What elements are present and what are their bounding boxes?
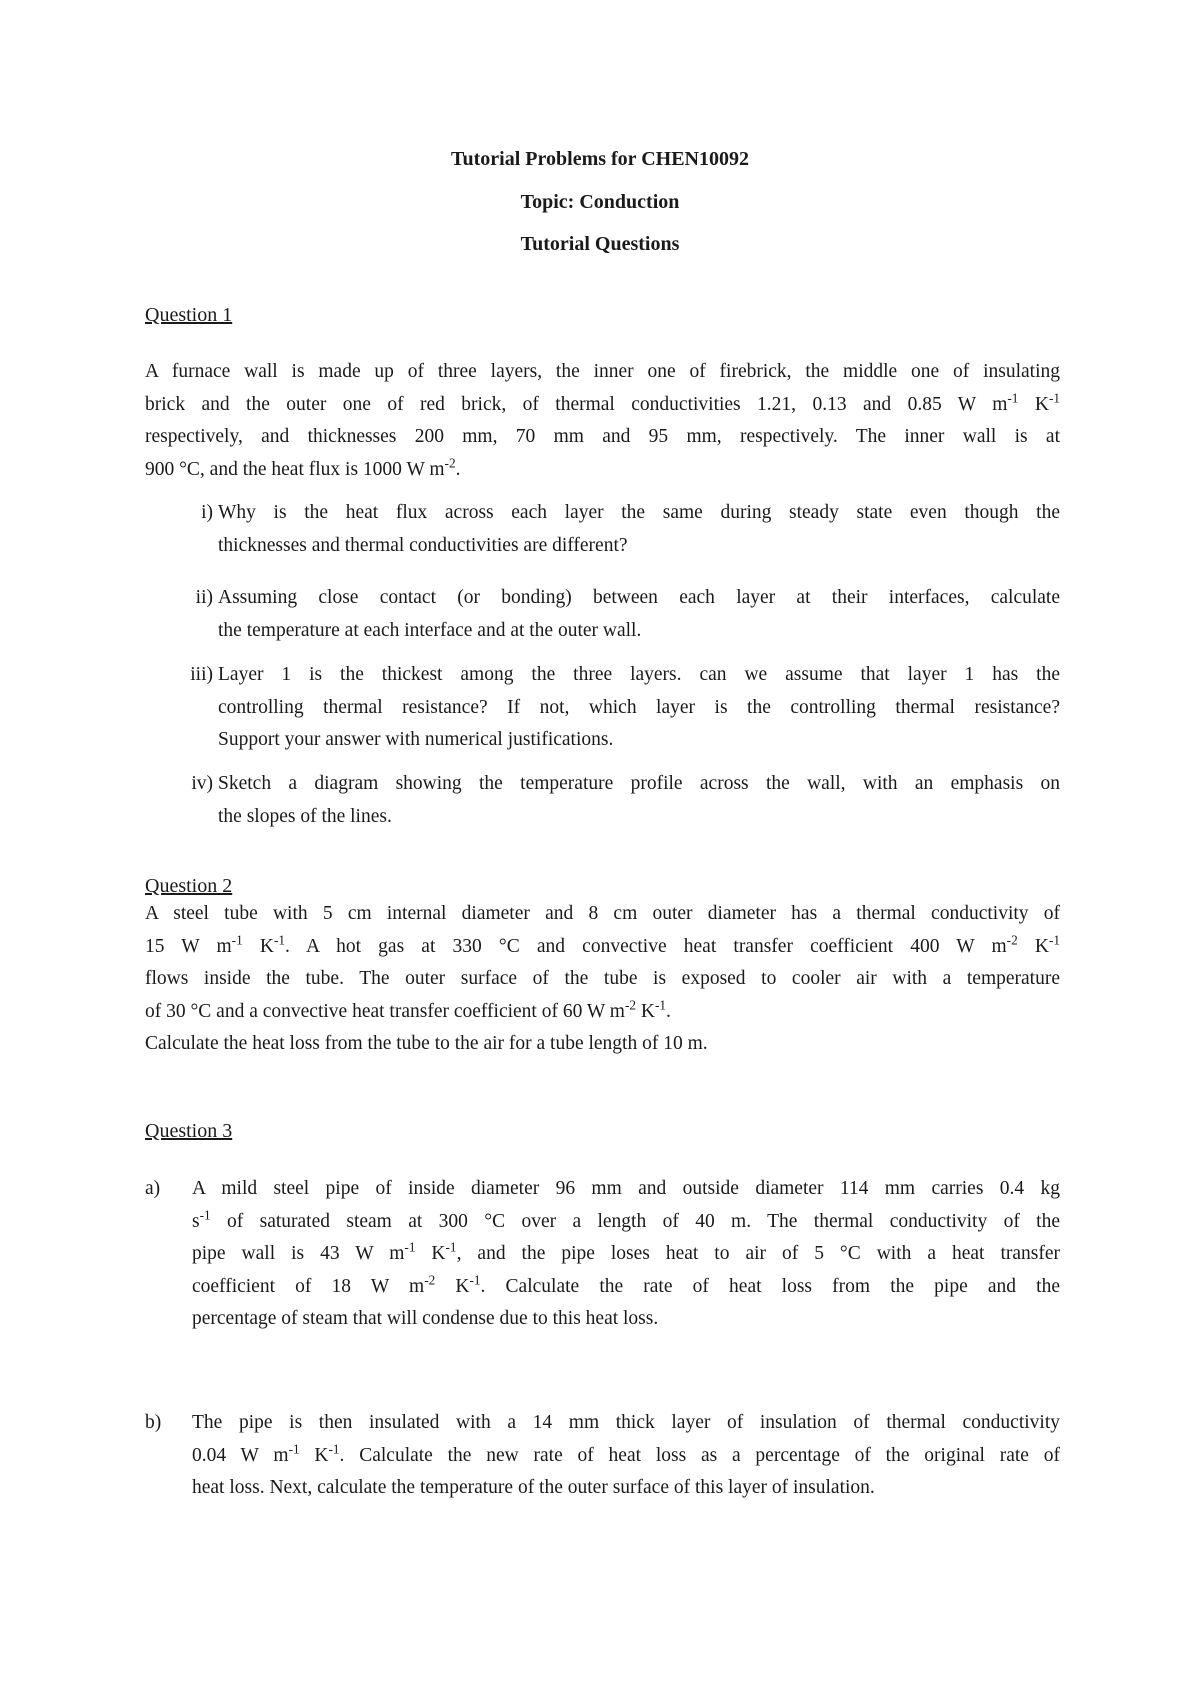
q1-part-iv-line-2: the slopes of the lines. (218, 805, 392, 827)
q1-part-i-line-2: thicknesses and thermal conductivities are different? (218, 534, 628, 556)
q1-intro-line-2: brick and the outer one of red brick, of thermal conductivities 1.21, 0.13 and 0.85 W $m^{-1}$ $K^{-1}$ (145, 390, 1060, 415)
q1-intro-line-4: 900 °C, and the heat flux is 1000 W $m^{-2}$. (145, 455, 461, 480)
q1-part-iv-label: iv) (191, 773, 213, 794)
q3a-line-2: $s^{-1}$ of saturated steam at 300 °C over a length of 40 m. The thermal conductivity of the (192, 1207, 1060, 1232)
q2-line-1: A steel tube with 5 cm internal diameter and 8 cm outer diameter has a thermal conductivity of (145, 903, 1060, 924)
q3a-line-3: pipe wall is 43 W $m^{-1}$ $K^{-1}$, and the pipe loses heat to air of 5 °C with a heat transfer (192, 1239, 1060, 1264)
question-2-heading: Question 2 (145, 875, 233, 897)
topic-heading: Topic: Conduction (520, 191, 680, 213)
q1-intro-line-1: A furnace wall is made up of three layers, the inner one of firebrick, the middle one of insulating (145, 361, 1060, 382)
question-3-heading: Question 3 (145, 1120, 233, 1142)
q2-line-4: of 30 °C and a convective heat transfer coefficient of 60 W $m^{-2}$ $K^{-1}$. (145, 997, 671, 1022)
q3-part-a-label: a) (145, 1178, 161, 1199)
q2-line-3: flows inside the tube. The outer surface of the tube is exposed to cooler air with a temperature (145, 968, 1060, 989)
q1-part-i-line-1: Why is the heat flux across each layer the same during steady state even though the (218, 502, 1060, 523)
q3b-line-3: heat loss. Next, calculate the temperature of the outer surface of this layer of insulation. (192, 1477, 875, 1498)
q3a-line-4: coefficient of 18 W $m^{-2}$ $K^{-1}$. Calculate the rate of heat loss from the pipe and the (192, 1272, 1060, 1297)
q3-part-b (145, 1407, 1060, 1505)
document-title: Tutorial Problems for CHEN10092 (451, 148, 749, 170)
q1-part-ii-line-1: Assuming close contact (or bonding) between each layer at their interfaces, calculate (218, 587, 1060, 608)
q3-part-b-label: b) (145, 1412, 162, 1433)
q1-part-ii (195, 582, 1060, 647)
q1-part-i-label: i) (201, 502, 213, 523)
question-2-body (145, 898, 1060, 1061)
q3b-line-1: The pipe is then insulated with a 14 mm thick layer of insulation of thermal conductivity (192, 1412, 1060, 1433)
q1-part-iii-line-3: Support your answer with numerical justifications. (218, 729, 614, 750)
question-1-intro (145, 356, 1060, 486)
q1-part-iv-line-1: Sketch a diagram showing the temperature profile across the wall, with an emphasis on (218, 773, 1060, 794)
q1-part-iii (190, 659, 1060, 757)
q3-part-a (145, 1173, 1060, 1336)
q3b-line-2: 0.04 W $m^{-1}$ $K^{-1}$. Calculate the new rate of heat loss as a percentage of the original rate of (192, 1441, 1060, 1466)
q3a-line-1: A mild steel pipe of inside diameter 96 mm and outside diameter 114 mm carries 0.4 kg (192, 1178, 1060, 1199)
q1-part-iii-line-1: Layer 1 is the thickest among the three layers. can we assume that layer 1 has the (218, 664, 1060, 685)
q2-line-2: 15 W $m^{-1}$ $K^{-1}$. A hot gas at 330 °C and convective heat transfer coefficient 400 W $m^{-2}$ $K^{-1}$ (145, 932, 1060, 957)
q1-intro-line-3: respectively, and thicknesses 200 mm, 70 mm and 95 mm, respectively. The inner wall is at (145, 426, 1060, 447)
q2-line-5: Calculate the heat loss from the tube to the air for a tube length of 10 m. (145, 1033, 708, 1054)
question-1-heading: Question 1 (145, 304, 233, 326)
q1-part-iii-line-2: controlling thermal resistance? If not, which layer is the controlling thermal resistance? (218, 696, 1060, 718)
q1-part-ii-label: ii) (195, 587, 213, 608)
q3a-line-5: percentage of steam that will condense due to this heat loss. (192, 1308, 659, 1329)
subtitle-heading: Tutorial Questions (520, 233, 680, 255)
q1-part-iv (191, 768, 1060, 833)
q1-part-iii-label: iii) (190, 664, 213, 685)
q1-part-ii-line-2: the temperature at each interface and at the outer wall. (218, 619, 642, 641)
q1-part-i (201, 497, 1060, 562)
